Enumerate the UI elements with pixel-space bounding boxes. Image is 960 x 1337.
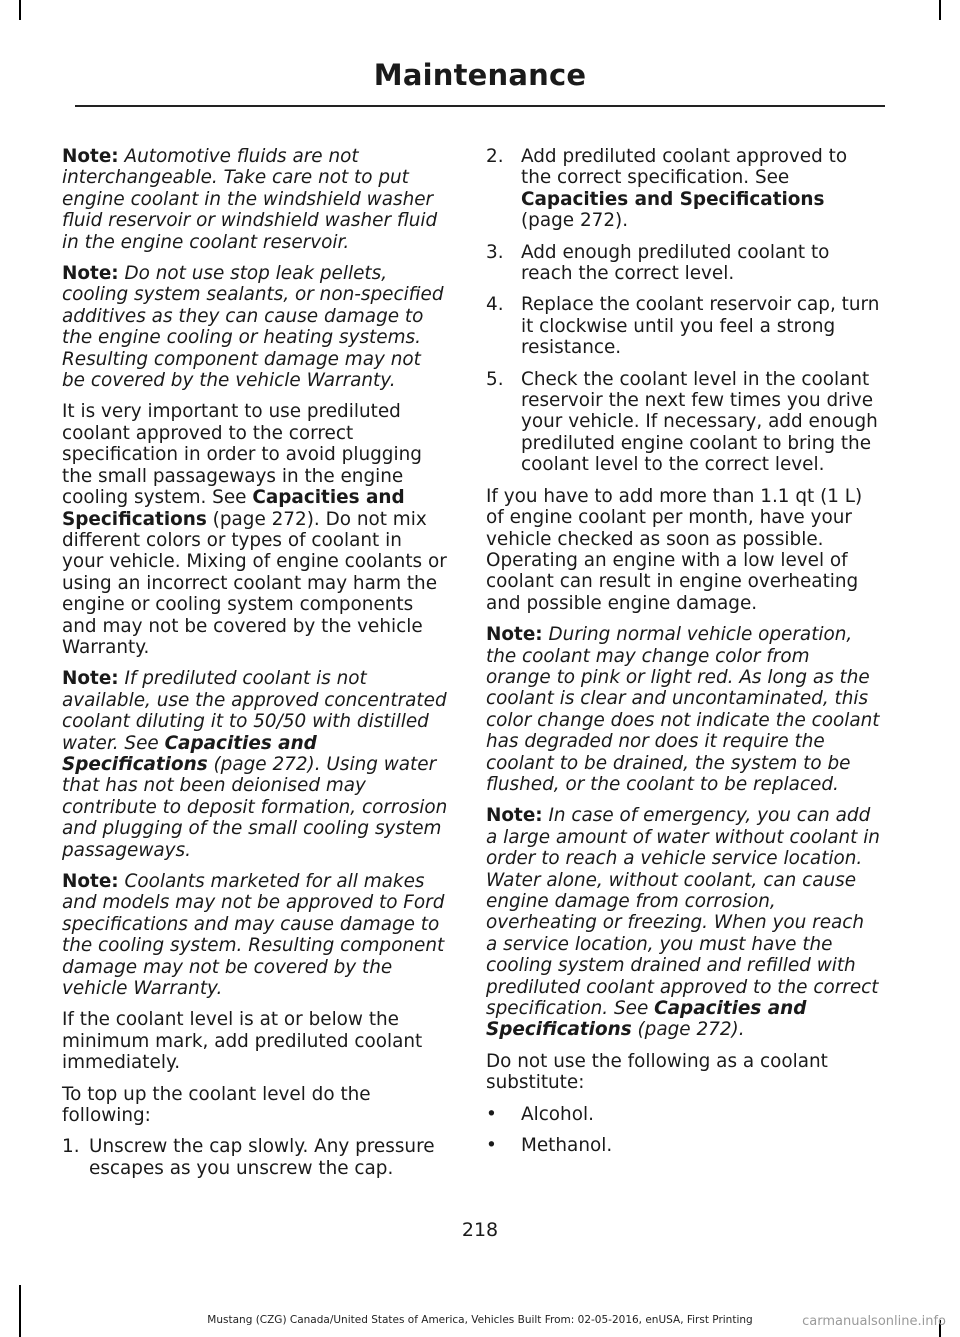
list-number: 5. [486, 368, 504, 390]
page-title: Maintenance [373, 58, 587, 92]
note-paragraph [486, 624, 880, 795]
bullet-text: Alcohol. [521, 1103, 594, 1125]
note-text: Automotive fluids are not interchangeable. Take care not to put engine coolant in the windshield washer fluid reservoir or windshield washer fluid in the engine coolant reservoir. [62, 146, 438, 253]
list-text: Add enough prediluted coolant to reach the correct level. [521, 241, 830, 285]
note-text: If prediluted coolant is not available, use the approved concentrated coolant diluting it to 50/50 with distilled water. See [62, 668, 447, 754]
capacities-link[interactable]: Capacities and Specifications [62, 487, 405, 530]
note-label: Note: [486, 624, 543, 646]
bullet-text: Methanol. [521, 1135, 613, 1157]
watermark: carmanualsonline.info [802, 1314, 946, 1329]
list-item [486, 146, 880, 232]
header-divider [75, 105, 885, 107]
body-paragraph: If you have to add more than 1.1 qt (1 L) of engine coolant per month, have your vehicle checked as soon as possible. Operating an engine with a low level of coolant can result in engine overheating and possible engine damage. [486, 485, 863, 614]
left-column [62, 146, 448, 1189]
list-text: Check the coolant level in the coolant reservoir the next few times you drive your vehicle. If necessary, add enough prediluted engine coolant to bring the coolant level to the correct level. [521, 368, 878, 476]
list-number: 3. [486, 241, 504, 263]
bullet-icon: • [486, 1135, 497, 1157]
capacities-link[interactable]: Capacities and Specifications [521, 188, 825, 210]
body-text: (page 272). Do not mix different colors or types of coolant in your vehicle. Mixing of engine coolants or using an incorrect coolant may harm the engine or cooling system components and may not be covered by the vehicle Warranty. [62, 508, 447, 658]
list-item [486, 242, 880, 285]
note-text: (page 272). Using water that has not been deionised may contribute to deposit formation, corrosion and plugging of the small cooling system passageways. [62, 753, 448, 861]
note-text: In case of emergency, you can add a large amount of water without coolant in order to reach a vehicle service location. Water alone, without coolant, can cause engine damage from corrosion, overheating or freezing. When you reach a service location, you must have the cooling system drained and refilled with prediluted coolant approved to the correct specification. See [486, 805, 880, 1020]
crop-mark-top-right [939, 0, 941, 20]
note-label: Note: [62, 263, 119, 285]
note-paragraph [486, 805, 880, 1040]
crop-mark-top-left [19, 0, 21, 20]
bullet-icon: • [486, 1103, 497, 1125]
note-label: Note: [486, 805, 543, 827]
bullet-item [486, 1135, 880, 1156]
body-paragraph: If the coolant level is at or below the minimum mark, add prediluted coolant immediately. [62, 1009, 423, 1074]
note-paragraph [62, 263, 448, 391]
list-text [521, 146, 880, 232]
right-column [486, 146, 880, 1166]
note-paragraph [62, 871, 448, 999]
footer-text: Mustang (CZG) Canada/United States of America, Vehicles Built From: 02-05-2016, enUSA, First Printing [207, 1314, 753, 1326]
note-label: Note: [62, 146, 119, 167]
capacities-link[interactable]: Capacities and Specifications [62, 732, 317, 775]
note-text: Do not use stop leak pellets, cooling system sealants, or non-specified additives as they can cause damage to the engine cooling or heating systems. Resulting component damage may not be covered by the vehicle Warranty. [62, 263, 444, 392]
list-text-part: Add prediluted coolant approved to the correct specification. See [521, 146, 848, 189]
list-item [486, 294, 880, 358]
list-text-part: (page 272). [521, 210, 629, 232]
list-item [486, 369, 880, 476]
body-text: It is very important to use prediluted coolant approved to the correct specification in order to avoid plugging the small passageways in the engine cooling system. See [62, 401, 422, 509]
note-paragraph [62, 668, 448, 861]
body-paragraph: Do not use the following as a coolant substitute: [486, 1050, 828, 1094]
list-number: 4. [486, 294, 504, 316]
body-paragraph [62, 401, 448, 658]
note-label: Note: [62, 871, 119, 892]
list-text: Replace the coolant reservoir cap, turn it clockwise until you feel a strong resistance. [521, 294, 880, 359]
list-number: 2. [486, 146, 504, 167]
note-label: Note: [62, 668, 119, 690]
note-paragraph [62, 146, 448, 253]
bullet-item [486, 1104, 880, 1125]
note-text: (page 272). [631, 1019, 745, 1041]
list-text: Unscrew the cap slowly. Any pressure escapes as you unscrew the cap. [89, 1136, 435, 1179]
note-text: During normal vehicle operation, the coolant may change color from orange to pink or light red. As long as the coolant is clear and uncontaminated, this color change does not indicate the coolant has degraded nor does it require the coolant to be drained, the system to be flushed, or the coolant to be replaced. [486, 624, 880, 795]
capacities-link[interactable]: Capacities and Specifications [486, 998, 807, 1041]
page-number: 218 [461, 1219, 499, 1241]
crop-mark-bottom-left [19, 1285, 21, 1337]
list-item [62, 1136, 448, 1179]
body-paragraph: To top up the coolant level do the following: [62, 1083, 371, 1127]
note-text: Coolants marketed for all makes and models may not be approved to Ford specifications and may cause damage to the cooling system. Resulting component damage may not be covered by the vehicle Warranty. [62, 871, 445, 1000]
list-number: 1. [62, 1136, 80, 1158]
